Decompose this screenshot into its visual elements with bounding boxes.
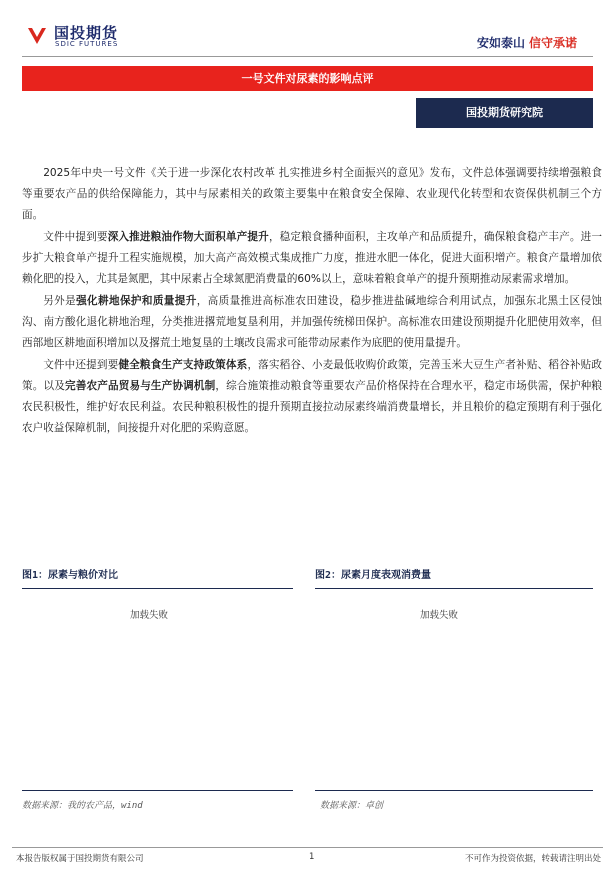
footer-divider: [12, 847, 603, 848]
paragraph-3-rest: ，高质量推进高标准农田建设，稳步推进盐碱地综合利用试点，加强东北黑土区侵蚀沟、南方酸化退化耕地治理，分类推进撂荒地复垦利用，并加强传统梯田保护。高标准农田建设预期提升化肥使用效率，但西部地区耕地面积增加以及撂荒土地复垦的土壤改良需求可能带动尿素作为底肥的使用量提升。: [22, 295, 603, 349]
page-number: 1: [309, 852, 315, 862]
figure-2-top-rule: [315, 588, 593, 589]
footer-disclaimer: 不可作为投资依据，转载请注明出处: [464, 854, 601, 864]
slogan: [477, 34, 577, 51]
slogan-part1: 安如泰山: [476, 36, 525, 50]
logo-mark-icon: [26, 24, 48, 46]
header-divider: [22, 56, 593, 57]
paragraph-4-middle: ，落实稻谷、小麦最低收购价政策，完善玉米大豆生产者补贴、稻谷补贴政策。以及: [22, 359, 603, 392]
logo-text-cn: 国投期货: [54, 24, 119, 42]
company-logo: [26, 22, 146, 48]
paragraph-4-lead: 文件中还提到要: [43, 359, 119, 371]
paragraph-4-highlight-2: 完善农产品贸易与生产协调机制: [64, 380, 216, 392]
paragraph-3-highlight: 强化耕地保护和质量提升: [76, 295, 197, 307]
paragraph-4-highlight-1: 健全粮食生产支持政策体系: [118, 359, 248, 371]
figure-1-caption: 图1：尿素与粮价对比: [22, 570, 119, 581]
footer-copyright: 本报告版权属于国投期货有限公司: [16, 854, 144, 864]
figure-1-source: 数据来源：我的农产品，wind: [22, 801, 143, 811]
figure-2-source: 数据来源：卓创: [320, 801, 384, 811]
figure-1-load-status: 加载失败: [130, 610, 169, 621]
paragraph-1: 2025年中央一号文件《关于进一步深化农村改革 扎实推进乡村全面振兴的意见》发布，文件总体强调要持续增强粮食等重要农产品的供给保障能力，其中与尿素相关的政策主要集中在粮食安全保障、农业现代化转型和农资保供机制三个方面。: [22, 167, 602, 221]
figure-2-load-status: 加载失败: [420, 610, 459, 621]
figure-2-bottom-rule: [315, 790, 593, 791]
logo-text-en: SDIC FUTURES: [55, 40, 119, 48]
figure-1-bottom-rule: [22, 790, 293, 791]
paragraph-3: [22, 291, 602, 354]
paragraph-4-rest: ，综合施策推动粮食等重要农产品价格保持在合理水平，稳定市场供需，保护种粮农民积极性，维护好农民利益。农民种粮积极性的提升预期直接拉动尿素终端消费量增长，并且粮价的稳定预期有利于强化农户收益保障机制，间接提升对化肥的采购意愿。: [22, 380, 603, 434]
paragraph-3-lead: 另外是: [43, 295, 77, 307]
paragraph-2-rest: ，稳定粮食播种面积，主攻单产和品质提升，确保粮食稳产丰产。进一步扩大粮食单产提升工程实施规模，加大高产高效模式集成推广力度，推进水肥一体化，促进大面积增产。粮食产量增加依赖化肥的投入，尤其是氮肥，其中尿素占全球氮肥消费量的60%以上，意味着粮食单产的提升预期推动尿素需求增加。: [22, 231, 603, 285]
slogan-part2: 信守承诺: [528, 36, 577, 50]
paragraph-2-highlight: 深入推进粮油作物大面积单产提升: [107, 231, 269, 243]
paragraph-2: [22, 227, 602, 290]
figure-2-caption: 图2：尿素月度表观消费量: [315, 570, 432, 581]
figure-1-top-rule: [22, 588, 293, 589]
paragraph-4: [22, 355, 602, 439]
report-body: [22, 163, 602, 440]
institute-badge: 国投期货研究院: [416, 98, 593, 128]
paragraph-2-lead: 文件中提到要: [43, 231, 108, 243]
report-title: 一号文件对尿素的影响点评: [22, 66, 593, 91]
